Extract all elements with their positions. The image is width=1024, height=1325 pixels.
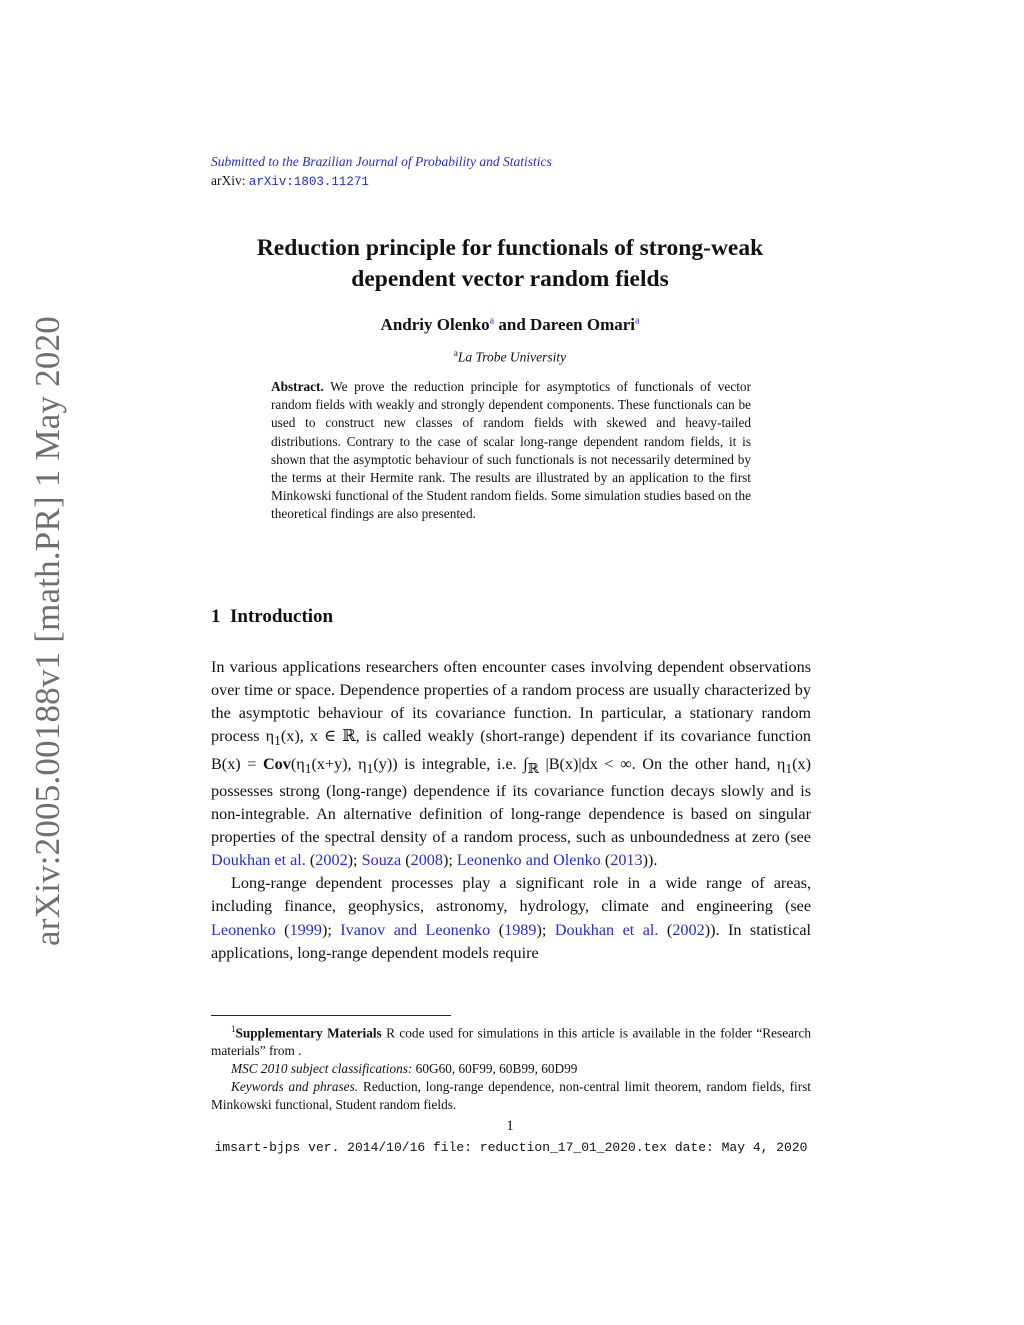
text-run: (y)) is integrable, i.e. ∫ xyxy=(373,754,528,773)
keywords xyxy=(211,1078,811,1114)
author-1: Andriy Olenko xyxy=(380,315,490,334)
subscript: ℝ xyxy=(527,760,539,776)
citation-link[interactable]: Doukhan et al. xyxy=(211,851,306,870)
citation-link[interactable]: Souza xyxy=(361,851,402,870)
footnote-text: R code used for simulations in this article is available in the folder “Research materials” from . xyxy=(211,1025,811,1059)
msc-label: MSC 2010 subject classifications: xyxy=(231,1061,413,1077)
arxiv-stamp xyxy=(24,316,72,946)
imsart-footer: imsart-bjps ver. 2014/10/16 file: reduction_17_01_2020.tex date: May 4, 2020 xyxy=(214,1140,808,1155)
citation-year-link[interactable]: 2002 xyxy=(672,920,705,939)
section-number: 1 xyxy=(211,606,221,627)
abstract xyxy=(271,378,751,524)
arxiv-stamp-text: arXiv:2005.00188v1 [math.PR] 1 May 2020 xyxy=(28,316,67,946)
text-run: (η xyxy=(290,754,305,773)
keywords-label: Keywords and phrases. xyxy=(231,1079,359,1095)
text-run: In various applications researchers often encounter cases involving dependent observations over time or space. Dependence properties of a random process are usually characterized by the asymptotic behaviour of its covariance function. In particular, a stationary random process η xyxy=(211,658,811,746)
citation-link[interactable]: Doukhan et al. xyxy=(554,920,659,939)
subscript: 1 xyxy=(366,760,374,776)
affiliation-name: La Trobe University xyxy=(457,349,567,365)
affiliation-marker: a xyxy=(453,348,458,358)
footnotes xyxy=(211,1020,811,1114)
paper-title xyxy=(200,233,820,295)
citation-year-link[interactable]: 2002 xyxy=(315,851,348,870)
title-line-2: dependent vector random fields xyxy=(351,266,669,292)
msc-text: 60G60, 60F99, 60B99, 60D99 xyxy=(412,1061,578,1077)
citation-year-link[interactable]: 2008 xyxy=(410,851,443,870)
author-2-affil-link[interactable]: a xyxy=(635,315,640,327)
subscript: 1 xyxy=(274,733,281,749)
footnote-marker: 1 xyxy=(231,1024,236,1034)
intro-body xyxy=(211,656,811,965)
section-heading xyxy=(211,606,333,628)
citation-year-link[interactable]: 1989 xyxy=(504,920,537,939)
citation-link[interactable]: Leonenko xyxy=(211,920,276,939)
abstract-text: We prove the reduction principle for asymptotics of functionals of vector random fields with weakly and strongly dependent components. These functionals can be used to construct new classes of random fields with skewed and heavy-tailed distributions. Contrary to the case of scalar long-range dependent random fields, it is shown that the asymptotic behaviour of such functionals is not necessarily determined by the terms at their Hermite rank. The results are illustrated by an application to the first Minkowski functional of the Student random fields. Some simulation studies based on the theoretical findings are also presented. xyxy=(271,379,751,522)
citation-year-link[interactable]: 1999 xyxy=(289,920,322,939)
cov-operator: Cov xyxy=(262,754,291,773)
journal-link[interactable]: Submitted to the Brazilian Journal of Probability and Statistics xyxy=(211,154,552,169)
subscript: 1 xyxy=(785,760,793,776)
page-number: 1 xyxy=(506,1118,514,1134)
footnote-1 xyxy=(211,1020,811,1060)
section-title: Introduction xyxy=(230,606,334,627)
intro-paragraph-2: Long-range dependent processes play a significant role in a wide range of areas, including finance, geophysics, astronomy, hydrology, climate and engineering (see Leonenko (1999); Ivanov and Leonenko (1989); Doukhan et al. (2002)). In statistical applications, long-range dependent models require xyxy=(211,874,812,962)
citation-year-link[interactable]: 2013 xyxy=(610,851,643,870)
msc-classifications xyxy=(211,1060,811,1078)
keywords-text: Reduction, long-range dependence, non-central limit theorem, random fields, first Minkowski functional, Student random fields. xyxy=(211,1079,811,1113)
text-run: |B(x)|dx < ∞. On the other hand, η xyxy=(538,754,786,773)
abstract-label: Abstract. xyxy=(271,379,324,394)
text-run: (x) possesses strong (long-range) dependence if its covariance function decays slowly and is non-integrable. An alternative definition of long-range dependence is based on singular properties of the spectral density of a random process, such as unboundedness at zero (see xyxy=(211,754,811,847)
text-run: Long-range dependent processes play a significant role in a wide range of areas, including finance, geophysics, astronomy, hydrology, climate and engineering (see xyxy=(211,874,811,916)
arxiv-label: arXiv: xyxy=(211,173,246,188)
footnote-bold: Supplementary Materials xyxy=(235,1025,382,1041)
text-run: (x), x ∈ ℝ, is called weakly (short-range) dependent if its covariance function B(x) = xyxy=(211,727,812,773)
text-run: ). In statistical applications, long-range dependent models require xyxy=(211,920,812,962)
author-1-affil-link[interactable]: a xyxy=(489,315,495,327)
subscript: 1 xyxy=(304,760,312,776)
citation-link[interactable]: Ivanov and Leonenko xyxy=(340,920,491,939)
citation-link[interactable]: Leonenko and Olenko xyxy=(456,851,601,870)
author-2: Dareen Omari xyxy=(530,315,635,334)
affiliation xyxy=(200,348,820,366)
text-run: (x+y), η xyxy=(311,754,367,773)
footnote-rule xyxy=(211,1015,451,1016)
authors xyxy=(200,315,820,335)
arxiv-id-link[interactable]: arXiv:1803.11271 xyxy=(248,175,369,189)
title-line-1: Reduction principle for functionals of strong-weak xyxy=(256,235,764,261)
authors-and: and xyxy=(498,315,526,334)
intro-paragraph-1: In various applications researchers often encounter cases involving dependent observations over time or space. Dependence properties of a random process are usually characterized by the asymptotic behaviour of its covariance function. In particular, a stationary random process $\eta_1(x)$, x ∈ ℝ, is called weakly (short-range) dependent if its covariance function $B(x) = Cov(\eta_1(x+y)$, $\eta_1(y)$) is integrable, i.e. $\int_ℝ$ |B(x)|dx < ∞. On the other hand, $\eta_1(x)$ possesses strong (long-range) dependence if its covariance function decays slowly and is non-integrable. An alternative definition of long-range dependence is based on singular properties of the spectral density of a random process, such as unboundedness at zero (see Doukhan et al. (2002); Souza (2008); Leonenko and Olenko (2013)). xyxy=(211,658,812,870)
arxiv-line xyxy=(211,173,369,189)
